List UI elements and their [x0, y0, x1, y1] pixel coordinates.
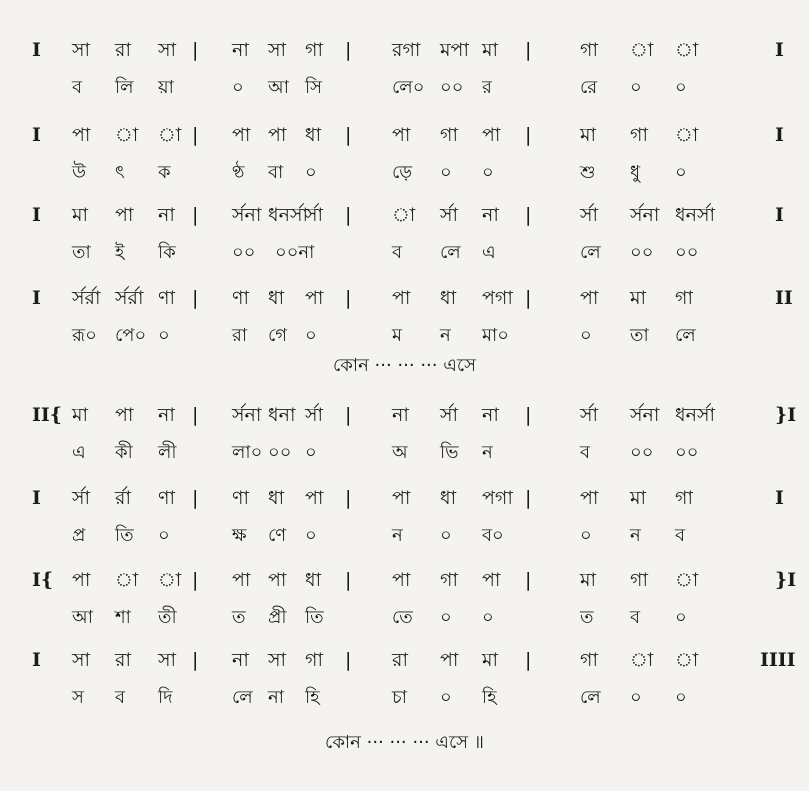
swara-note: মা — [72, 404, 89, 426]
lyric-syllable: ক্ষ — [232, 525, 247, 546]
lyric-syllable: ণে — [268, 525, 287, 546]
lyric-syllable: লে — [580, 242, 601, 263]
swara-row — [0, 200, 809, 230]
beat-separator: | — [345, 487, 352, 509]
lyric-syllable: ০ — [305, 162, 317, 183]
lyric-syllable: ন — [630, 525, 641, 546]
lyric-syllable: হি — [305, 687, 320, 708]
swara-note: ধা — [268, 487, 285, 509]
swara-row — [0, 565, 809, 595]
swara-note: রা — [115, 649, 131, 671]
swara-note: পা — [305, 487, 324, 509]
swara-note: না — [232, 649, 249, 671]
lyric-syllable: মা০ — [482, 325, 509, 346]
swara-note: া — [392, 204, 416, 226]
bar-line: I — [32, 204, 41, 226]
swara-note: া — [158, 124, 182, 146]
lyric-syllable: ব — [72, 77, 83, 98]
lyric-syllable: ০০ — [232, 242, 256, 263]
lyric-syllable: ০০ — [630, 442, 654, 463]
lyric-syllable: ০ — [440, 525, 452, 546]
swara-note: মা — [630, 287, 647, 309]
swara-note: পা — [72, 124, 91, 146]
lyric-syllable: লি — [115, 77, 134, 98]
swara-note: গা — [305, 39, 323, 61]
swara-note: পা — [482, 569, 501, 591]
bar-line: I — [32, 649, 41, 671]
beat-separator: | — [525, 404, 532, 426]
lyric-row — [0, 603, 809, 633]
swara-note: সা — [268, 39, 287, 61]
swara-note: া — [630, 39, 654, 61]
bar-line: I — [32, 124, 41, 146]
beat-separator: | — [345, 204, 352, 226]
swara-row — [0, 283, 809, 313]
beat-separator: | — [192, 287, 199, 309]
lyric-syllable: লা০ — [232, 442, 263, 463]
swara-note: র্সর্রা — [72, 287, 101, 309]
lyric-syllable: পে০ — [115, 325, 147, 346]
lyric-syllable: ন — [440, 325, 451, 346]
lyric-syllable: রে — [580, 77, 598, 98]
lyric-syllable: ব — [580, 442, 591, 463]
swara-note: ণা — [158, 487, 175, 509]
swara-note: মা — [482, 39, 499, 61]
bar-line: I{ — [32, 569, 54, 591]
lyric-syllable: ০ — [232, 77, 244, 98]
beat-separator: | — [192, 569, 199, 591]
lyric-syllable: ব০ — [482, 525, 504, 546]
beat-separator: | — [525, 204, 532, 226]
lyric-row — [0, 683, 809, 713]
lyric-syllable: দি — [158, 687, 173, 708]
beat-separator: | — [192, 487, 199, 509]
swara-note: র্সর্রা — [115, 287, 144, 309]
swara-note: া — [115, 569, 139, 591]
swara-note: া — [675, 39, 699, 61]
swara-note: সা — [158, 39, 177, 61]
lyric-syllable: সি — [305, 77, 323, 98]
swara-note: ণা — [232, 487, 249, 509]
beat-separator: | — [525, 649, 532, 671]
beat-separator: | — [192, 39, 199, 61]
lyric-syllable: ০ — [158, 325, 170, 346]
swara-note: ধা — [440, 287, 457, 309]
lyric-syllable: ০০ — [440, 77, 464, 98]
lyric-syllable: ব — [675, 525, 686, 546]
lyric-syllable: ন — [482, 442, 493, 463]
swara-note: পগা — [482, 487, 513, 509]
bar-line: }I — [775, 569, 797, 591]
swara-note: পা — [72, 569, 91, 591]
swara-note: া — [675, 649, 699, 671]
lyric-syllable: ০ — [675, 162, 687, 183]
swara-note: পা — [580, 287, 599, 309]
lyric-syllable: লে০ — [392, 77, 425, 98]
lyric-syllable: স — [72, 687, 84, 708]
swara-note: গা — [305, 649, 323, 671]
lyric-syllable: লে — [580, 687, 601, 708]
bar-line: I — [775, 204, 784, 226]
bar-line: I — [775, 487, 784, 509]
bar-line: I — [775, 39, 784, 61]
swara-note: না — [482, 404, 499, 426]
swara-note: পা — [232, 569, 251, 591]
swara-note: পা — [392, 487, 411, 509]
lyric-syllable: শু — [580, 162, 596, 183]
swara-note: র্সা — [72, 487, 91, 509]
swara-note: সা — [72, 39, 91, 61]
lyric-syllable: ০ — [305, 442, 317, 463]
lyric-syllable: আ — [268, 77, 289, 98]
swara-note: র্সনা — [630, 404, 660, 426]
swara-note: রা — [392, 649, 408, 671]
lyric-syllable: রা — [232, 325, 248, 346]
repeat-line: কোন ··· ··· ··· এসে — [332, 355, 477, 376]
swara-note: গা — [440, 569, 458, 591]
swara-note: গা — [630, 124, 648, 146]
swara-note: পা — [482, 124, 501, 146]
beat-separator: | — [525, 39, 532, 61]
lyric-syllable: এ — [72, 442, 86, 463]
swara-note: পগা — [482, 287, 513, 309]
swara-note: ধা — [440, 487, 457, 509]
swara-note: গা — [675, 287, 693, 309]
swara-note: ধনর্সা — [675, 404, 716, 426]
swara-note: ধা — [268, 287, 285, 309]
swara-note: পা — [268, 569, 287, 591]
swara-note: গা — [580, 39, 598, 61]
lyric-syllable: এ — [482, 242, 496, 263]
swara-row — [0, 400, 809, 430]
beat-separator: | — [345, 649, 352, 671]
beat-separator: | — [192, 124, 199, 146]
lyric-row — [0, 521, 809, 551]
lyric-syllable: লে — [675, 325, 696, 346]
lyric-syllable: ০০ — [675, 442, 699, 463]
swara-note: না — [232, 39, 249, 61]
swara-note: মা — [580, 569, 597, 591]
beat-separator: | — [525, 569, 532, 591]
lyric-syllable: ০০ — [268, 442, 292, 463]
lyric-row — [0, 158, 809, 188]
lyric-syllable: অ — [392, 442, 408, 463]
swara-note: ধা — [305, 124, 322, 146]
swara-note: ধা — [305, 569, 322, 591]
beat-separator: | — [525, 487, 532, 509]
lyric-syllable: তী — [158, 607, 177, 628]
swara-note: র্সনা — [232, 404, 262, 426]
lyric-syllable: ব — [115, 687, 126, 708]
swara-note: গা — [580, 649, 598, 671]
lyric-syllable: না — [268, 687, 284, 708]
swara-note: া — [675, 569, 699, 591]
lyric-syllable: ০০ — [630, 242, 654, 263]
beat-separator: | — [345, 124, 352, 146]
swara-note: পা — [392, 124, 411, 146]
bar-line: I — [32, 487, 41, 509]
bar-line: IIII — [760, 649, 796, 671]
lyric-syllable: লে — [232, 687, 253, 708]
swara-note: ধনর্সা — [268, 204, 309, 226]
lyric-syllable: ত — [580, 607, 594, 628]
lyric-syllable: ০ — [482, 162, 494, 183]
swara-note: মা — [630, 487, 647, 509]
swara-note: না — [158, 404, 175, 426]
lyric-syllable: ধু — [630, 162, 641, 183]
swara-note: র্সা — [580, 204, 599, 226]
lyric-syllable: ত — [232, 607, 246, 628]
bar-line: I — [775, 124, 784, 146]
swara-note: সা — [72, 649, 91, 671]
repeat-line: কোন ··· ··· ··· এসে ॥ — [325, 732, 484, 753]
swara-note: সা — [268, 649, 287, 671]
swara-note: না — [392, 404, 409, 426]
lyric-syllable: ০ — [482, 607, 494, 628]
beat-separator: | — [192, 404, 199, 426]
beat-separator: | — [192, 649, 199, 671]
lyric-syllable: ০ — [675, 77, 687, 98]
lyric-syllable: ই — [115, 242, 125, 263]
lyric-syllable: ০ — [440, 607, 452, 628]
lyric-row — [0, 438, 809, 468]
lyric-syllable: ক — [158, 162, 171, 183]
lyric-syllable: ০ — [580, 525, 592, 546]
lyric-syllable: ০ — [675, 607, 687, 628]
swara-note: র্সনা — [232, 204, 262, 226]
lyric-syllable: ০ — [158, 525, 170, 546]
swara-note: র্সা — [580, 404, 599, 426]
swara-note: গা — [675, 487, 693, 509]
bar-line: II — [775, 287, 793, 309]
swara-note: রগা — [392, 39, 421, 61]
lyric-syllable: ০০ — [675, 242, 699, 263]
lyric-syllable: লী — [158, 442, 177, 463]
swara-note: গা — [630, 569, 648, 591]
swara-note: ধনর্সা — [675, 204, 716, 226]
swara-note: পা — [115, 204, 134, 226]
bar-line: }I — [775, 404, 797, 426]
lyric-syllable: ভি — [440, 442, 459, 463]
lyric-syllable: ০ — [305, 325, 317, 346]
beat-separator: | — [345, 39, 352, 61]
lyric-syllable: ড়ে — [392, 162, 413, 183]
swara-note: পা — [115, 404, 134, 426]
swara-note: সা — [158, 649, 177, 671]
lyric-syllable: কি — [158, 242, 176, 263]
lyric-syllable: তা — [72, 242, 91, 263]
lyric-syllable: ০ — [630, 687, 642, 708]
lyric-syllable: তি — [115, 525, 134, 546]
lyric-syllable: ম — [392, 325, 402, 346]
swara-note: পা — [392, 287, 411, 309]
lyric-syllable: হি — [482, 687, 497, 708]
swara-note: পা — [440, 649, 459, 671]
lyric-syllable: আ — [72, 607, 93, 628]
lyric-syllable: ০ — [440, 162, 452, 183]
bar-line: I — [32, 287, 41, 309]
swara-note: না — [482, 204, 499, 226]
lyric-syllable: ব — [392, 242, 403, 263]
swara-note: র্সনা — [630, 204, 660, 226]
lyric-syllable: ০০না — [275, 242, 315, 263]
beat-separator: | — [525, 287, 532, 309]
lyric-syllable: প্র — [72, 525, 86, 546]
bar-line: I — [32, 39, 41, 61]
lyric-syllable: র — [482, 77, 492, 98]
lyric-syllable: ০ — [580, 325, 592, 346]
lyric-syllable: চা — [392, 687, 407, 708]
swara-note: রা — [115, 39, 131, 61]
swara-note: মা — [482, 649, 499, 671]
swara-note: ধনা — [268, 404, 296, 426]
lyric-syllable: কী — [115, 442, 133, 463]
lyric-syllable: ব — [630, 607, 641, 628]
lyric-syllable: ০ — [675, 687, 687, 708]
beat-separator: | — [345, 404, 352, 426]
swara-note: া — [675, 124, 699, 146]
lyric-syllable: ৎ — [115, 162, 125, 183]
swara-note: মা — [72, 204, 89, 226]
swara-row — [0, 645, 809, 675]
lyric-syllable: লে — [440, 242, 461, 263]
lyric-syllable: ০ — [305, 525, 317, 546]
swara-note: ণা — [158, 287, 175, 309]
lyric-syllable: তা — [630, 325, 649, 346]
lyric-syllable: ন — [392, 525, 403, 546]
lyric-syllable: ০ — [630, 77, 642, 98]
swara-note: র্সা — [305, 204, 324, 226]
swara-note: র্সা — [440, 404, 459, 426]
swara-note: পা — [580, 487, 599, 509]
swara-note: া — [630, 649, 654, 671]
lyric-syllable: প্রী — [268, 607, 287, 628]
swara-row — [0, 483, 809, 513]
swara-note: মপা — [440, 39, 469, 61]
lyric-row — [0, 238, 809, 268]
beat-separator: | — [525, 124, 532, 146]
lyric-syllable: ০ — [440, 687, 452, 708]
lyric-syllable: গে — [268, 325, 288, 346]
swara-note: গা — [440, 124, 458, 146]
swara-note: না — [158, 204, 175, 226]
lyric-row — [0, 73, 809, 103]
swara-note: পা — [305, 287, 324, 309]
lyric-syllable: উ — [72, 162, 87, 183]
lyric-syllable: বা — [268, 162, 284, 183]
swara-row — [0, 35, 809, 65]
swara-note: পা — [392, 569, 411, 591]
beat-separator: | — [345, 569, 352, 591]
swara-note: মা — [580, 124, 597, 146]
swara-note: া — [115, 124, 139, 146]
beat-separator: | — [192, 204, 199, 226]
bar-line: II{ — [32, 404, 62, 426]
lyric-syllable: য়া — [158, 77, 174, 98]
lyric-syllable: রূ০ — [72, 325, 97, 346]
lyric-syllable: তি — [305, 607, 324, 628]
swara-note: র্সা — [305, 404, 324, 426]
swara-note: র্সা — [440, 204, 459, 226]
swara-note: া — [158, 569, 182, 591]
lyric-row — [0, 321, 809, 351]
swara-note: পা — [268, 124, 287, 146]
swara-row — [0, 120, 809, 150]
swara-note: র্রা — [115, 487, 131, 509]
swara-note: পা — [232, 124, 251, 146]
lyric-syllable: শা — [115, 607, 131, 628]
lyric-syllable: ণ্ঠ — [232, 162, 245, 183]
beat-separator: | — [345, 287, 352, 309]
swara-note: ণা — [232, 287, 249, 309]
lyric-syllable: তে — [392, 607, 413, 628]
